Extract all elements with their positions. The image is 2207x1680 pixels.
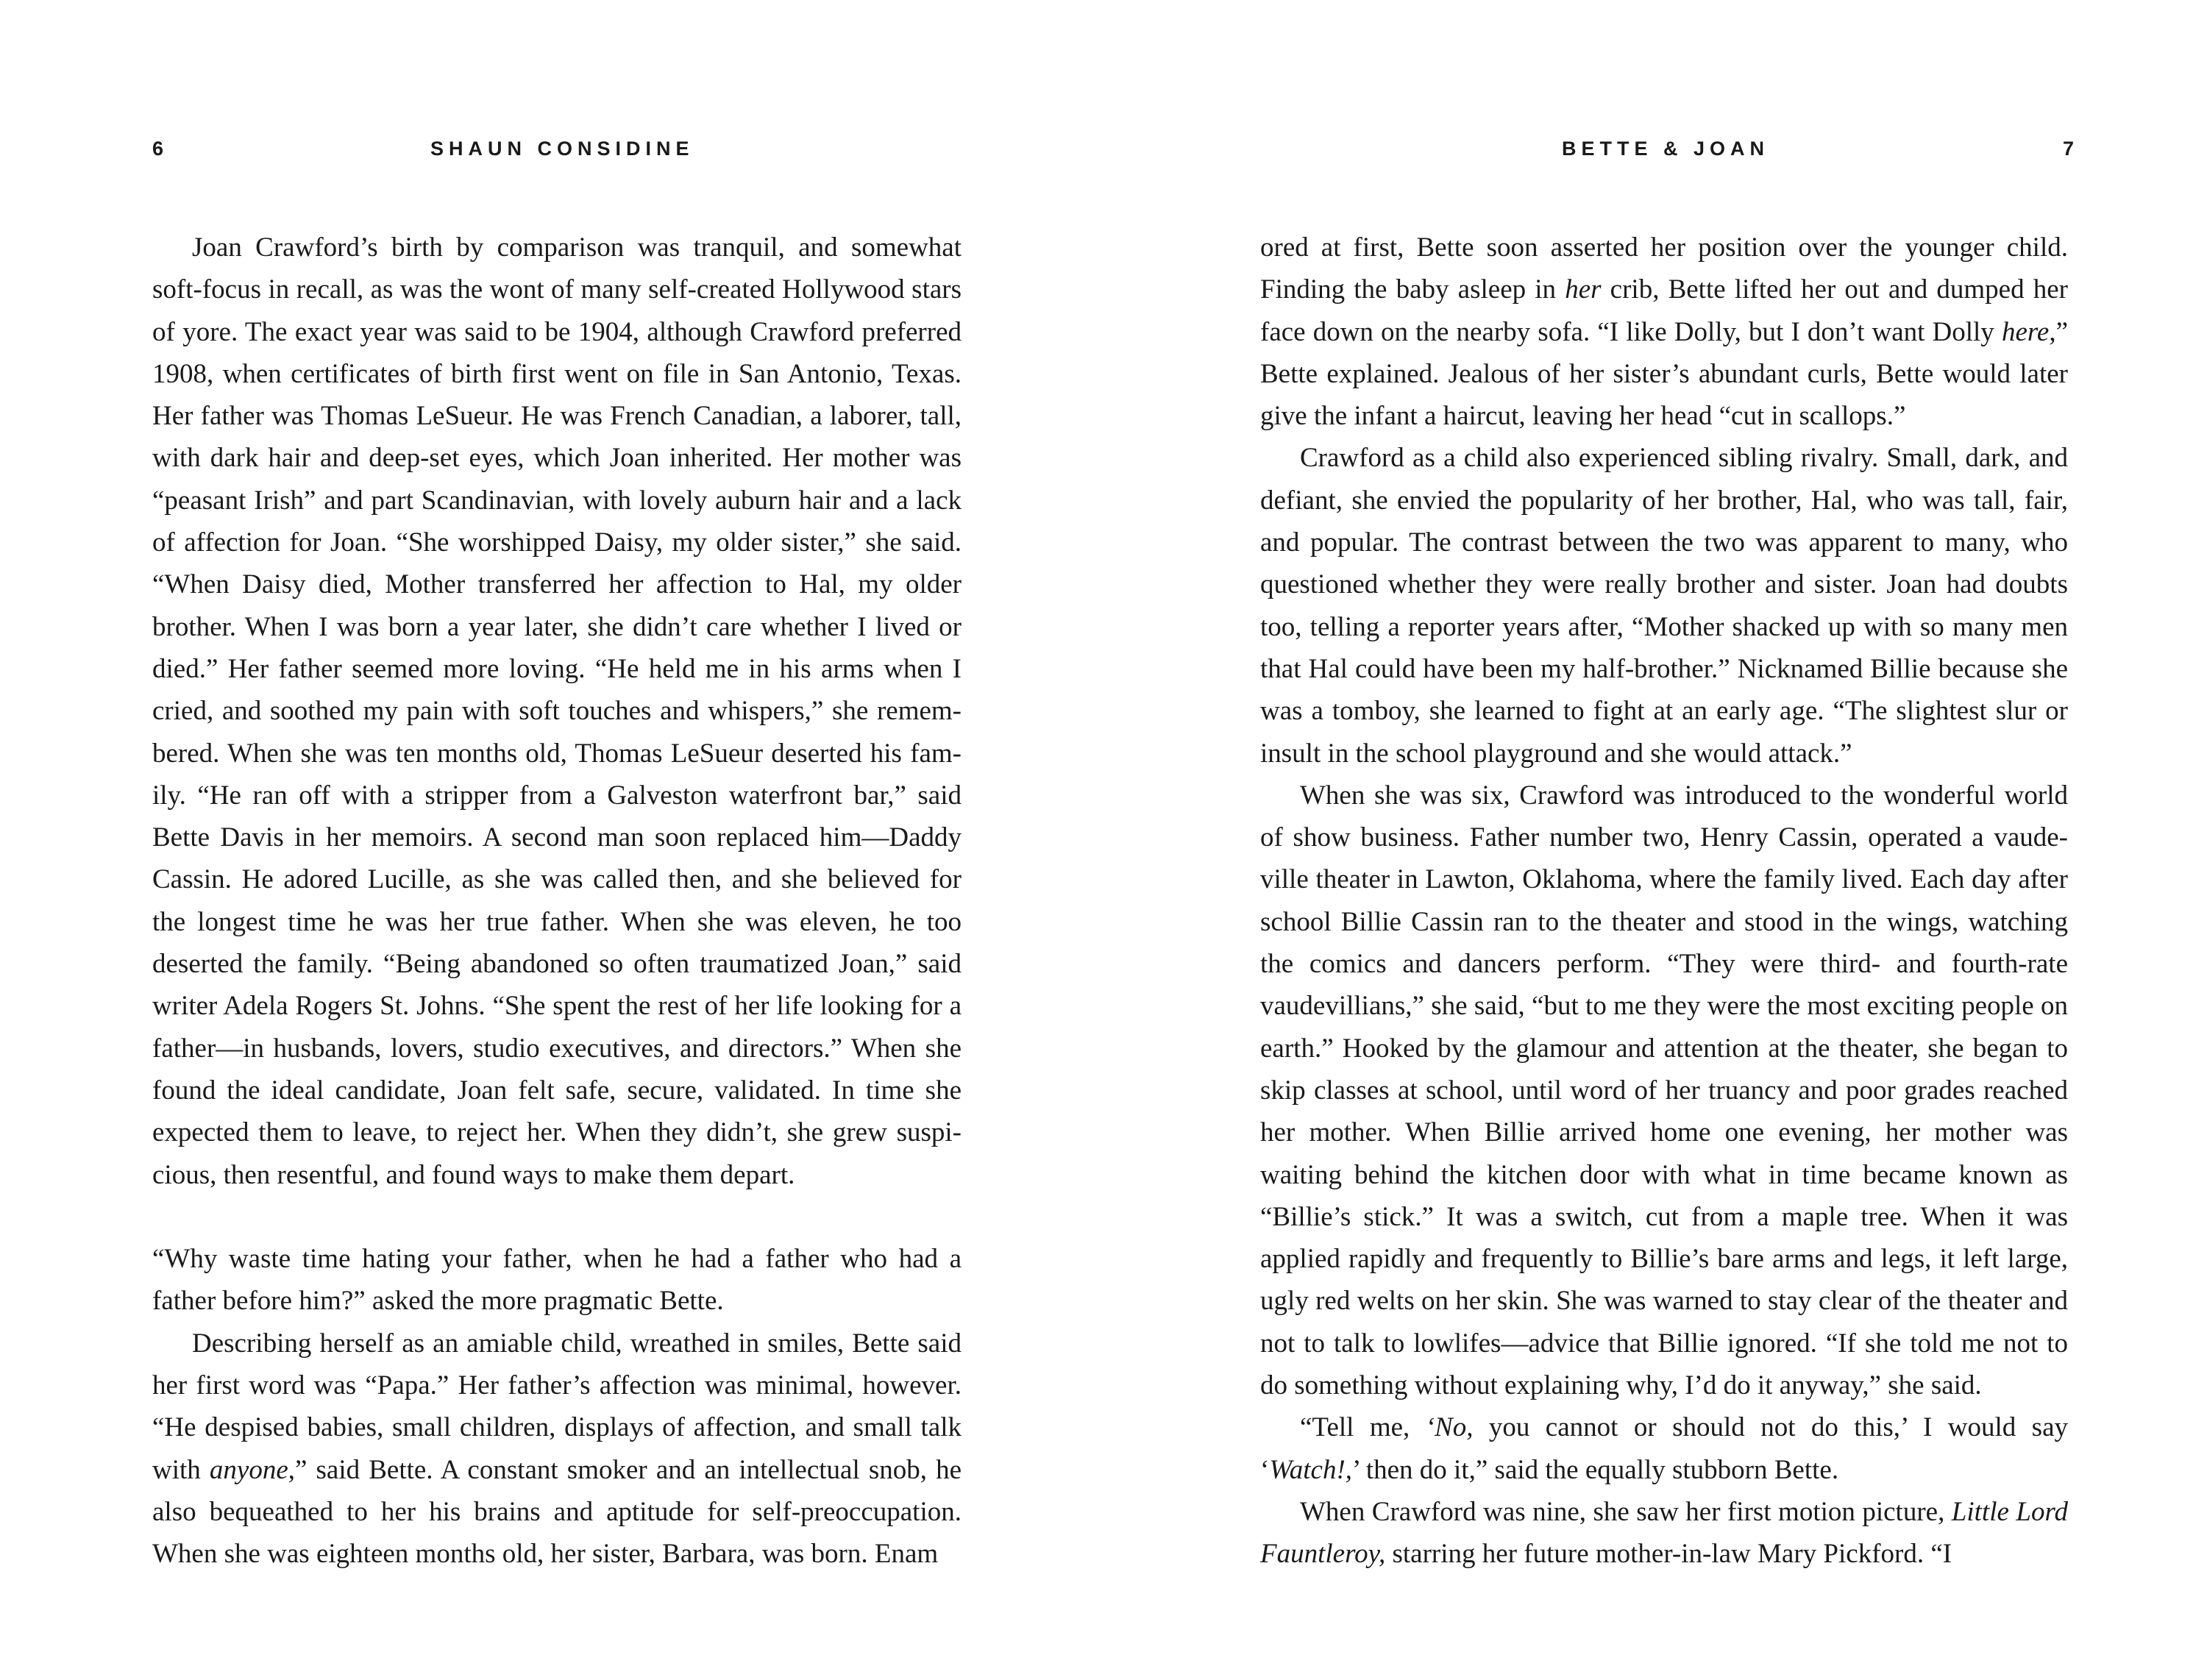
italic-text: her	[1565, 274, 1602, 305]
body-text	[1260, 227, 2068, 1576]
paragraph: When she was six, Crawford was introduced to the wonderful world of show business. Father number two, Henry Cassin, operated a vaudeville theater in Lawton, Oklahoma, where the family lived. Each day after school Billie Cassin ran to the theater and stood in the wings, watching the comics and dancers perform. “They were third- and fourth-rate vaudevillians,” she said, “but to me they were the most exciting people on earth.” Hooked by the glamour and attention at the theater, she began to skip classes at school, until word of her truancy and poor grades reached her mother. When Billie arrived home one evening, her mother was waiting behind the kitchen door with what in time became known as “Billie’s stick.” It was a switch, cut from a maple tree. When it was applied rapidly and frequently to Billie’s bare arms and legs, it left large, ugly red welts on her skin. She was warned to stay clear of the theater and not to talk to lowlifes—advice that Billie ignored. “If she told me not to do something without explaining why, I’d do it anyway,” she said.	[1260, 780, 2068, 1401]
italic-text: Watch!,	[1269, 1454, 1353, 1485]
paragraph: Crawford as a child also experienced sibling rivalry. Small, dark, and defiant, she envied the popularity of her brother, Hal, who was tall, fair, and popular. The contrast between the two was apparent to many, who questioned whether they were really brother and sister. Joan had doubts too, telling a reporter years after, “Mother shacked up with so many men that Hal could have been my half-brother.” Nicknamed Billie because she was a tomboy, she learned to fight at an early age. “The slightest slur or insult in the school playground and she would attack.”	[1260, 443, 2068, 769]
text-run: Describing herself as an amiable child, wreathed in smiles, Bette said her first word was “Papa.” Her father’s affection was minimal, however. “He despised babies, small children, displays of affection, and small talk with	[152, 1328, 962, 1485]
body-text	[152, 227, 962, 1576]
text-run: crib, Bette lifted her out and dumped her face down on the nearby sofa. “I like Dolly, but I don’t want Dolly	[1260, 274, 2068, 347]
italic-text: anyone	[209, 1454, 288, 1485]
text-run: ,” Bette explained. Jealous of her sister’s abundant curls, Bette would later give the infant a haircut, leaving her head “cut in scallops.”	[1260, 316, 2068, 432]
text-run: ,” said Bette. A constant smoker and an intellectual snob, he also bequeathed to her his brains and aptitude for self-preoccupation. When she was eighteen months old, her sister, Barbara, was born. Enam	[152, 1454, 962, 1570]
paragraph: “Why waste time hating your father, when he had a father who had a father before him?” asked the more pragmatic Bette.	[152, 1244, 962, 1317]
text-run: you cannot or should not do this,’ I would say ‘	[1260, 1412, 2068, 1485]
italic-text: Little Lord Fauntleroy,	[1260, 1496, 2068, 1570]
italic-text: here	[2001, 316, 2050, 347]
paragraph	[1260, 227, 2068, 437]
text-run: When Crawford was nine, she saw her first motion picture,	[1300, 1496, 1952, 1527]
text-run: ored at first, Bette soon asserted her position over the younger child. Finding the baby asleep in	[1260, 232, 2068, 305]
paragraph	[1260, 1491, 2068, 1576]
page-number: 7	[2063, 138, 2075, 160]
paragraph	[1260, 1406, 2068, 1491]
text-run: “Tell me,	[1300, 1412, 1426, 1443]
running-head-title: BETTE & JOAN	[1562, 138, 1770, 160]
text-run: ’ then do it,” said the equally stubborn Bette.	[1352, 1454, 1839, 1485]
paragraph: Joan Crawford’s birth by comparison was tranquil, and somewhat soft-focus in recall, as was the wont of many self-created Hollywood stars of yore. The exact year was said to be 1904, although Crawford preferred 1908, when certificates of birth first went on file in San Antonio, Texas. Her father was Thomas LeSueur. He was French Canadian, a laborer, tall, with dark hair and deep-set eyes, which Joan inherited. Her mother was “peasant Irish” and part Scandinavian, with lovely auburn hair and a lack of affection for Joan. “She worshipped Daisy, my older sister,” she said. “When Daisy died, Mother transferred her affection to Hal, my older brother. When I was born a year later, she didn’t care whether I lived or died.” Her father seemed more loving. “He held me in his arms when I cried, and soothed my pain with soft touches and whispers,” she remembered. When she was ten months old, Thomas LeSueur deserted his family. “He ran off with a stripper from a Galveston waterfront bar,” said Bette Davis in her memoirs. A second man soon replaced him—Daddy Cassin. He adored Lucille, as she was called then, and she believed for the longest time he was her true father. When she was eleven, he too deserted the family. “Being abandoned so often traumatized Joan,” said writer Adela Rogers St. Johns. “She spent the rest of her life looking for a father—in husbands, lovers, studio executives, and directors.” When she found the ideal candidate, Joan felt safe, secure, validated. In time she expected them to leave, to reject her. When they didn’t, she grew suspicious, then resentful, and found ways to make them depart.	[152, 232, 962, 1190]
italic-text: ‘No,	[1425, 1412, 1474, 1443]
text-run: starring her future mother-in-law Mary Pickford. “I	[1385, 1539, 1952, 1570]
running-head-author: SHAUN CONSIDINE	[430, 138, 694, 160]
paragraph	[152, 1323, 962, 1576]
page-number: 6	[152, 138, 164, 160]
right-page	[1104, 0, 2207, 1680]
